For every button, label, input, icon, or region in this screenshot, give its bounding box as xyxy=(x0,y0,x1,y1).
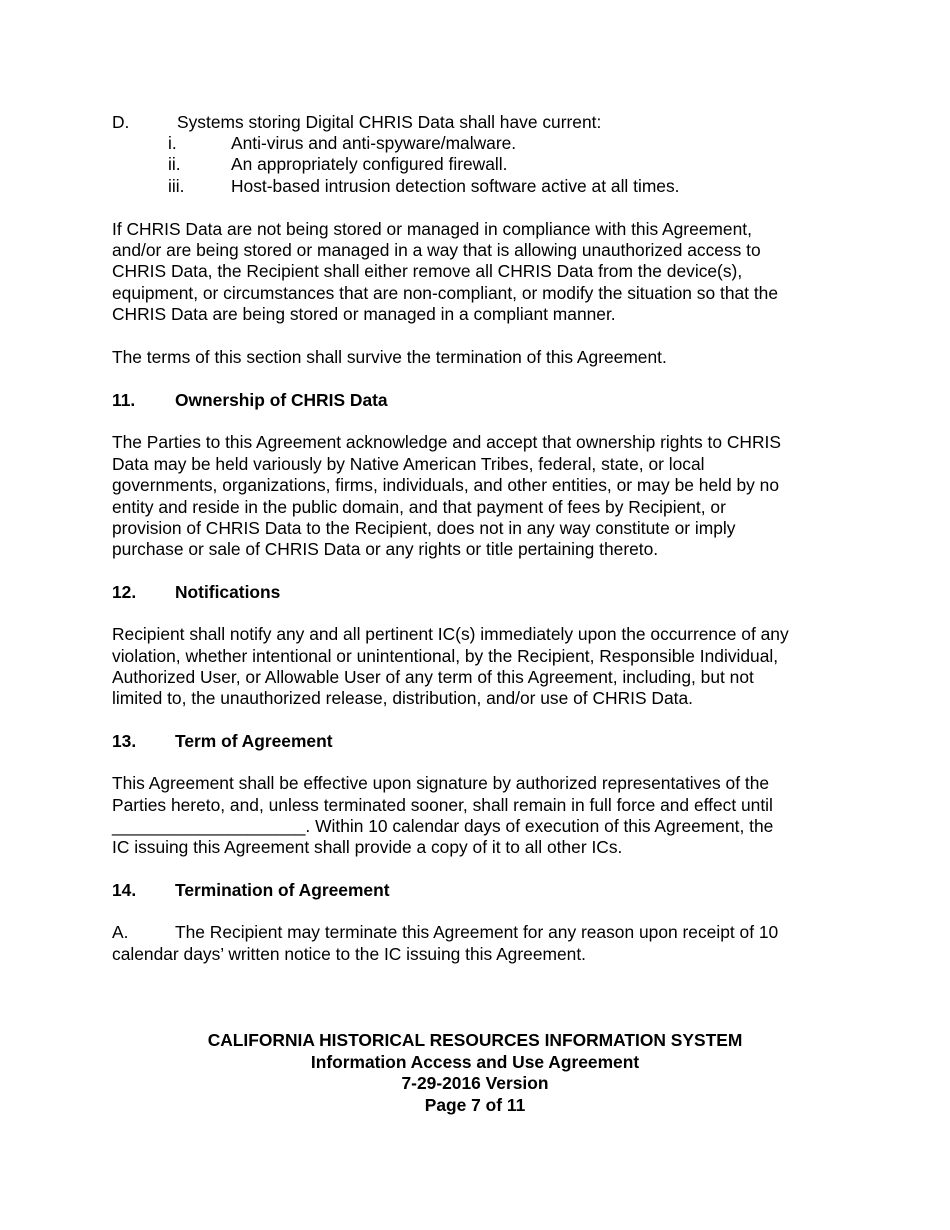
paragraph-line: limited to, the unauthorized release, distribution, and/or use of CHRIS Data. xyxy=(112,688,693,708)
item-d-letter: D. xyxy=(112,112,130,132)
paragraph-line: equipment, or circumstances that are non-compliant, or modify the situation so that the xyxy=(112,283,779,303)
section-14-heading: Termination of Agreement xyxy=(175,880,390,900)
section-13-number: 13. xyxy=(112,731,137,751)
paragraph-line: and/or are being stored or managed in a way that is allowing unauthorized access to xyxy=(112,240,761,260)
item-d-text: Systems storing Digital CHRIS Data shall have current: xyxy=(177,112,602,132)
footer-version: 7-29-2016 Version xyxy=(401,1073,549,1093)
paragraph-line: Data may be held variously by Native American Tribes, federal, state, or local xyxy=(112,454,705,474)
paragraph-line: purchase or sale of CHRIS Data or any rights or title pertaining thereto. xyxy=(112,539,659,559)
footer-page-number: Page 7 of 11 xyxy=(424,1095,526,1115)
paragraph-line: Recipient shall notify any and all pertinent IC(s) immediately upon the occurrence of any xyxy=(112,624,789,644)
survival-paragraph: The terms of this section shall survive the termination of this Agreement. xyxy=(112,347,667,367)
subitem-ii-number: ii. xyxy=(168,154,181,174)
item-a-continuation: calendar days’ written notice to the IC issuing this Agreement. xyxy=(112,944,586,964)
section-13-heading: Term of Agreement xyxy=(175,731,333,751)
section-11-heading: Ownership of CHRIS Data xyxy=(175,390,388,410)
subitem-iii-number: iii. xyxy=(168,176,185,196)
section-12-heading: Notifications xyxy=(175,582,281,602)
paragraph-line: violation, whether intentional or unintentional, by the Recipient, Responsible Individual, xyxy=(112,646,779,666)
subitem-iii-text: Host-based intrusion detection software active at all times. xyxy=(231,176,680,196)
footer-system-name: CALIFORNIA HISTORICAL RESOURCES INFORMATION SYSTEM xyxy=(207,1030,743,1050)
paragraph-line: ____________________. Within 10 calendar days of execution of this Agreement, the xyxy=(112,816,774,836)
subitem-i-text: Anti-virus and anti-spyware/malware. xyxy=(231,133,517,153)
paragraph-line: Parties hereto, and, unless terminated sooner, shall remain in full force and effect until xyxy=(112,795,773,815)
subitem-ii-text: An appropriately configured firewall. xyxy=(231,154,508,174)
section-12-number: 12. xyxy=(112,582,137,602)
paragraph-line: If CHRIS Data are not being stored or managed in compliance with this Agreement, xyxy=(112,219,752,239)
footer-agreement-title: Information Access and Use Agreement xyxy=(310,1052,640,1072)
paragraph-line: governments, organizations, firms, individuals, and other entities, or may be held by no xyxy=(112,475,779,495)
section-11-number: 11. xyxy=(112,390,136,410)
paragraph-line: entity and reside in the public domain, and that payment of fees by Recipient, or xyxy=(112,497,726,517)
paragraph-line: This Agreement shall be effective upon signature by authorized representatives of the xyxy=(112,773,770,793)
paragraph-line: IC issuing this Agreement shall provide a copy of it to all other ICs. xyxy=(112,837,623,857)
paragraph-line: The Parties to this Agreement acknowledge and accept that ownership rights to CHRIS xyxy=(112,432,781,452)
section-14-number: 14. xyxy=(112,880,137,900)
paragraph-line: CHRIS Data are being stored or managed in a compliant manner. xyxy=(112,304,616,324)
paragraph-line: CHRIS Data, the Recipient shall either remove all CHRIS Data from the device(s), xyxy=(112,261,743,281)
item-a-text: The Recipient may terminate this Agreement for any reason upon receipt of 10 xyxy=(175,922,779,942)
item-a-letter: A. xyxy=(112,922,129,942)
paragraph-line: provision of CHRIS Data to the Recipient, does not in any way constitute or imply xyxy=(112,518,736,538)
paragraph-line: Authorized User, or Allowable User of any term of this Agreement, including, but not xyxy=(112,667,754,687)
subitem-i-number: i. xyxy=(168,133,177,153)
